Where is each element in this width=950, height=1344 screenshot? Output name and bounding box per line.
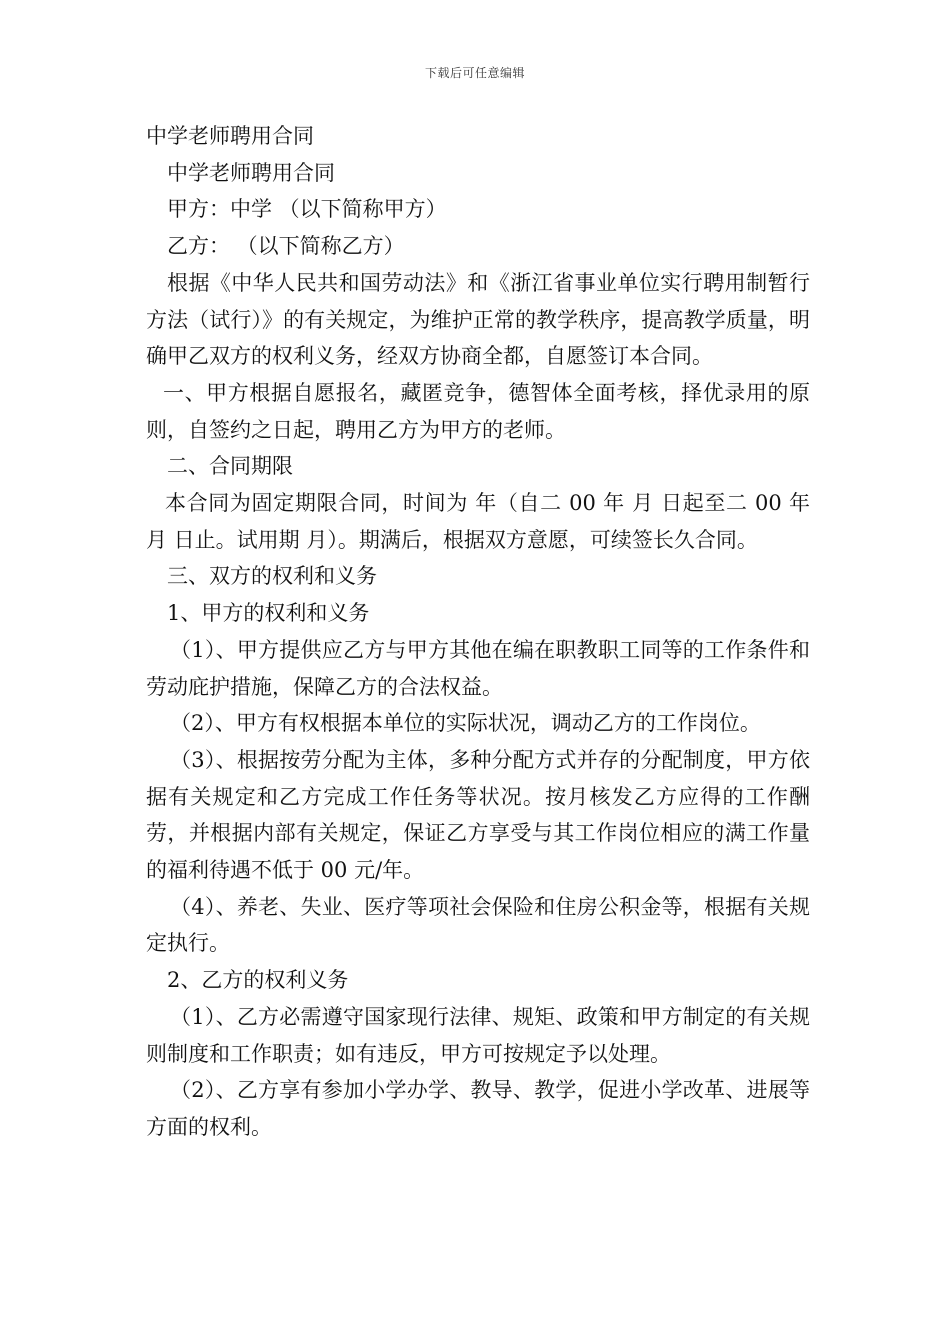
subsection-1-heading: 1、甲方的权利和义务 bbox=[167, 601, 370, 626]
party-a-line: 甲方：中学 （以下简称甲方） bbox=[167, 197, 447, 222]
sub-1-item: （3）、根据按劳分配为主体，多种分配方式并存的分配制度，甲方依据有关规定和乙方完成工作任务等状况。按月核发乙方应得的工作酬劳，并根据内部有关规定，保证乙方享受与其工作岗位相应的满工作量的福利待遇不低于 00 元/年。 bbox=[146, 747, 810, 883]
clause-2-paragraph: 本合同为固定期限合同，时间为 年（自二 00 年 月 日起至二 00 年 月 日止。试用期 月）。期满后，根据双方意愿，可续签长久合同。 bbox=[146, 491, 810, 552]
document-title: 中学老师聘用合同 bbox=[146, 124, 314, 148]
sub-1-item: （4）、养老、失业、医疗等项社会保险和住房公积金等，根据有关规定执行。 bbox=[146, 894, 810, 956]
section-2-heading: 二、合同期限 bbox=[167, 454, 293, 479]
section-3-heading: 三、双方的权利和义务 bbox=[167, 564, 377, 589]
subsection-2-heading: 2、乙方的权利义务 bbox=[167, 968, 349, 993]
sub-2-item: （1）、乙方必需遵守国家现行法律、规矩、政策和甲方制定的有关规则制度和工作职责；如有违反，甲方可按规定予以处理。 bbox=[146, 1004, 810, 1066]
sub-1-item: （1）、甲方提供应乙方与甲方其他在编在职教职工同等的工作条件和劳动庇护措施，保障乙方的合法权益。 bbox=[146, 637, 810, 699]
contract-document bbox=[146, 118, 810, 1146]
page-header-note: 下载后可任意编辑 bbox=[424, 66, 525, 80]
preamble-paragraph: 根据《中华人民共和国劳动法》和《浙江省事业单位实行聘用制暂行方法（试行）》的有关规定，为维护正常的教学秩序，提高教学质量，明确甲乙双方的权利义务，经双方协商全都，自愿签订本合同。 bbox=[146, 270, 810, 369]
clause-1-paragraph: 一、甲方根据自愿报名，藏匿竞争，德智体全面考核，择优录用的原则，自签约之日起，聘用乙方为甲方的老师。 bbox=[146, 380, 810, 442]
party-b-line: 乙方： （以下简称乙方） bbox=[167, 234, 405, 259]
sub-1-item: （2）、甲方有权根据本单位的实际状况，调动乙方的工作岗位。 bbox=[170, 711, 761, 736]
document-subtitle: 中学老师聘用合同 bbox=[167, 160, 335, 185]
sub-2-item: （2）、乙方享有参加小学办学、教导、教学，促进小学改革、进展等方面的权利。 bbox=[146, 1078, 810, 1139]
